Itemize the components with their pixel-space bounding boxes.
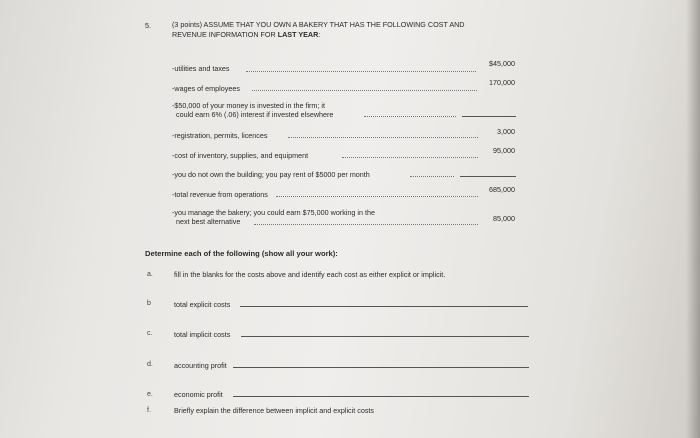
part-text: total explicit costs <box>174 300 231 309</box>
leader-dots <box>252 90 477 91</box>
cost-item-value: 3,000 <box>497 127 515 136</box>
answer-blank[interactable] <box>462 116 516 117</box>
question-title-line1: (3 points) ASSUME THAT YOU OWN A BAKERY THAT HAS THE FOLLOWING COST AND <box>172 20 465 29</box>
part-letter: f. <box>147 407 151 414</box>
question-number: 5. <box>145 21 151 30</box>
title-line2-prefix: REVENUE INFORMATION FOR <box>172 30 278 39</box>
answer-blank[interactable] <box>460 176 516 177</box>
leader-dots <box>342 157 478 158</box>
answer-blank[interactable] <box>233 396 529 397</box>
part-text: Briefly explain the difference between implicit and explicit costs <box>174 406 375 415</box>
title-line2-bold: LAST YEAR <box>277 30 319 39</box>
part-text: accounting profit <box>174 361 227 370</box>
part-text: fill in the blanks for the costs above and identify each cost as either explicit or implicit. <box>174 270 446 279</box>
part-letter: a. <box>147 271 153 278</box>
leader-dots <box>410 176 454 177</box>
leader-dots <box>246 71 476 72</box>
part-text: economic profit <box>174 390 223 399</box>
cost-item-label: -$50,000 of your money is invested in the firm; it <box>172 101 326 110</box>
cost-item-label: -wages of employees <box>172 84 240 93</box>
answer-blank[interactable] <box>233 367 529 368</box>
cost-item-label-line2: next best alternative <box>176 217 241 226</box>
cost-item-value: 685,000 <box>489 185 515 194</box>
part-letter: b <box>147 300 151 307</box>
instructions-heading: Determine each of the following (show all your work): <box>145 249 338 258</box>
part-text: total implicit costs <box>174 330 231 339</box>
cost-item-label: -total revenue from operations <box>172 190 268 199</box>
page-edge-shadow <box>686 0 700 438</box>
part-letter: e. <box>147 391 153 398</box>
part-letter: c. <box>147 330 153 337</box>
cost-item-label: -registration, permits, licences <box>172 131 268 140</box>
question-title-line2 <box>172 30 320 39</box>
cost-item-label-line2: could earn 6% (.06) interest if invested elsewhere <box>176 110 334 119</box>
cost-item-label: -you do not own the building; you pay rent of $5000 per month <box>172 170 370 179</box>
leader-dots <box>254 224 478 225</box>
leader-dots <box>276 196 478 197</box>
answer-blank[interactable] <box>240 306 528 307</box>
cost-item-label: -utilities and taxes <box>172 64 230 73</box>
title-line2-suffix: : <box>318 30 321 39</box>
cost-item-label: -cost of inventory, supplies, and equipment <box>172 151 309 160</box>
cost-item-value: 85,000 <box>493 214 515 223</box>
part-letter: d. <box>147 361 153 368</box>
cost-item-value: $45,000 <box>489 59 515 68</box>
cost-item-value: 170,000 <box>489 78 515 87</box>
cost-item-label: -you manage the bakery; you could earn $75,000 working in the <box>172 208 375 217</box>
answer-blank[interactable] <box>241 336 529 337</box>
leader-dots <box>288 137 478 138</box>
leader-dots <box>364 116 456 117</box>
cost-item-value: 95,000 <box>493 146 515 155</box>
